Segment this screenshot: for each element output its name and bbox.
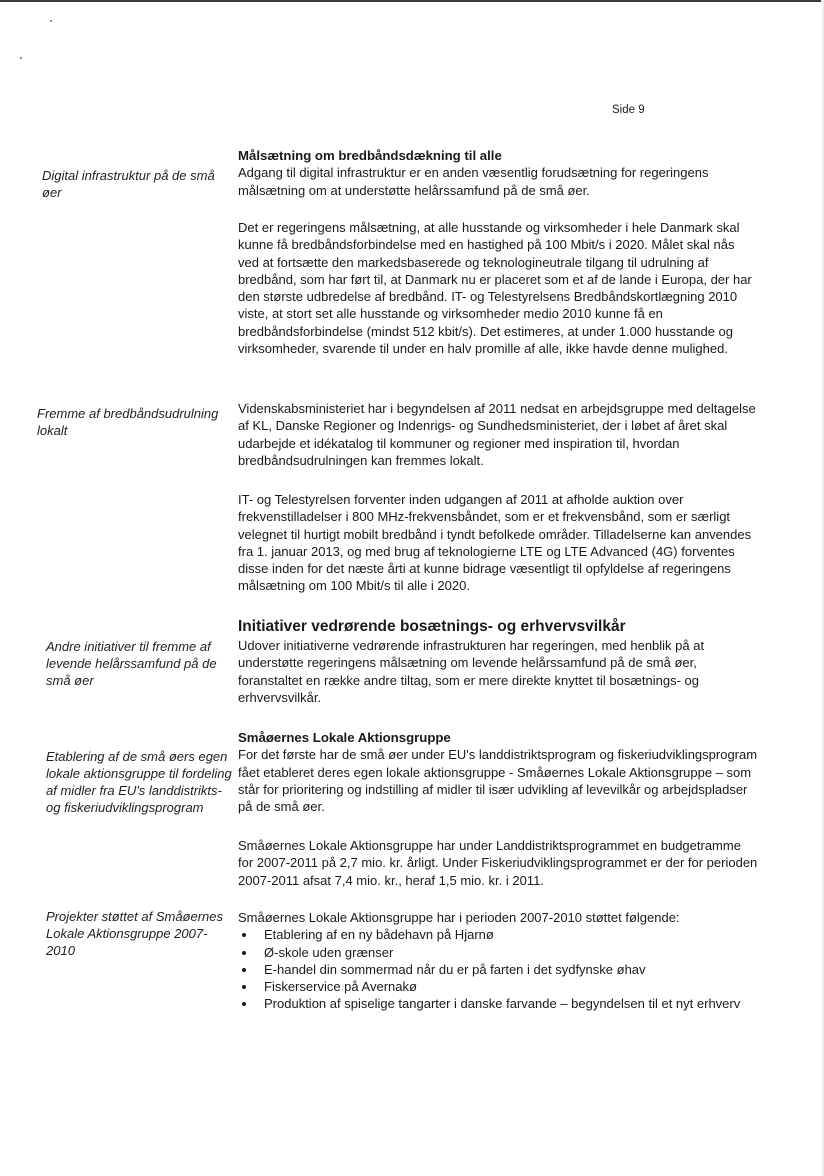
paragraph: Småøernes Lokale Aktionsgruppe har i perioden 2007-2010 støttet følgende: (238, 910, 680, 925)
paragraph-block (238, 400, 758, 469)
paragraph-block (238, 837, 758, 889)
list-item: Produktion af spiselige tangarter i danske farvande – begyndelsen til et nyt erhverv (238, 995, 758, 1012)
list-item: Ø-skole uden grænser (238, 944, 758, 961)
scan-speck (50, 20, 52, 22)
list-item: Fiskerservice på Avernakø (238, 978, 758, 995)
page-number: Side 9 (612, 104, 645, 116)
scan-speck (20, 57, 22, 59)
paragraph: Videnskabsministeriet har i begyndelsen af 2011 nedsat en arbejdsgruppe med deltagelse af KL, Danske Regioner og Indenrigs- og Sundhedsministeriet, der i løbet af året skal udarbejde et idékatalog til kommuner og regioner med inspiration til, hvordan bredbåndsudrulningen kan fremmes lokalt. (238, 401, 756, 468)
section-heading: Målsætning om bredbåndsdækning til alle (238, 148, 502, 163)
sidebar-note-digital-infrastructure: Digital infrastruktur på de små øer (42, 168, 215, 200)
paragraph: Det er regeringens målsætning, at alle husstande og virksomheder i hele Danmark skal kunne få bredbåndsforbindelse med en hastighed på 100 Mbit/s i 2020. Målet skal nås ved at fortsætte den markedsbaserede og teknologineutrale tilgang til udrulning af bredbånd, som har ført til, at Danmark nu er placeret som et af de lande i Europa, der har den største udbredelse af bredbånd. IT- og Telestyrelsens Bredbåndskortlægning 2010 viste, at stort set alle husstande og virksomheder medio 2010 kunne få en bredbåndsforbindelse (mindst 512 kbit/s). Det estimeres, at under 1.000 husstande og virksomheder, svarende til under en halv promille af alle, ikke havde denne mulighed. (238, 220, 752, 357)
sidebar-note-action-group: Etablering af de små øers egen lokale aktionsgruppe til fordeling af midler fra EU's landdistrikts- og fiskeriudviklingsprogram (46, 749, 232, 815)
list-item: E-handel din sommermad når du er på farten i det sydfynske øhav (238, 961, 758, 978)
supported-projects-block (238, 909, 758, 1013)
paragraph-block (238, 219, 758, 357)
sidebar-note-supported-projects: Projekter støttet af Småøernes Lokale Aktionsgruppe 2007-2010 (46, 909, 224, 958)
paragraph-block (238, 491, 758, 595)
section-broadband-goal (238, 147, 758, 199)
paragraph: IT- og Telestyrelsen forventer inden udgangen af 2011 at afholde auktion over frekvenstilladelser i 800 MHz-frekvensbåndet, som er et frekvensbånd, som er særligt velegnet til hurtigt mobilt bredbånd i tyndt befolkede områder. Tilladelserne kan anvendes fra 1. januar 2013, og med brug af teknologierne LTE og LTE Advanced (4G) forventes disse inden for det næste årti at kunne bidrage væsentligt til opfyldelse af regeringens målsætning om 100 Mbit/s til alle i 2020. (238, 492, 752, 594)
paragraph: Småøernes Lokale Aktionsgruppe har under Landdistriktsprogrammet en budgetramme for 2007-2011 på 2,7 mio. kr. årligt. Under Fiskeriudviklingsprogrammet er der for perioden 2007-2011 afsat 7,4 mio. kr., heraf 1,5 mio. kr. i 2011. (238, 838, 758, 888)
sidebar-note-other-initiatives: Andre initiativer til fremme af levende helårssamfund på de små øer (46, 639, 217, 688)
page-top-border (0, 0, 824, 2)
section-heading: Småøernes Lokale Aktionsgruppe (238, 730, 451, 745)
paragraph: For det første har de små øer under EU's landdistriktsprogram og fiskeriudviklingsprogram fået etableret deres egen lokale aktionsgruppe - Småøernes Lokale Aktionsgruppe – som står for prioritering og indstilling af midler til især udvikling af levevilkår og arbejdspladser på de små øer. (238, 747, 758, 815)
section-local-action-group (238, 729, 758, 815)
section-heading: Initiativer vedrørende bosætnings- og erhvervsvilkår (238, 618, 626, 635)
paragraph: Adgang til digital infrastruktur er en anden væsentlig forudsætning for regeringens målsætning om at understøtte helårssamfund på de små øer. (238, 165, 709, 198)
bullet-list (238, 926, 758, 1012)
paragraph: Udover initiativerne vedrørende infrastrukturen har regeringen, med henblik på at understøtte regeringens målsætning om levende helårssamfund på de små øer, foranstaltet en række andre tiltag, som er mere direkte knyttet til bosætnings- og erhvervsvilkår. (238, 638, 705, 705)
section-settlement-conditions (238, 617, 758, 706)
sidebar-note-broadband-local: Fremme af bredbåndsudrulning lokalt (37, 406, 219, 438)
list-item: Etablering af en ny bådehavn på Hjarnø (238, 926, 758, 943)
